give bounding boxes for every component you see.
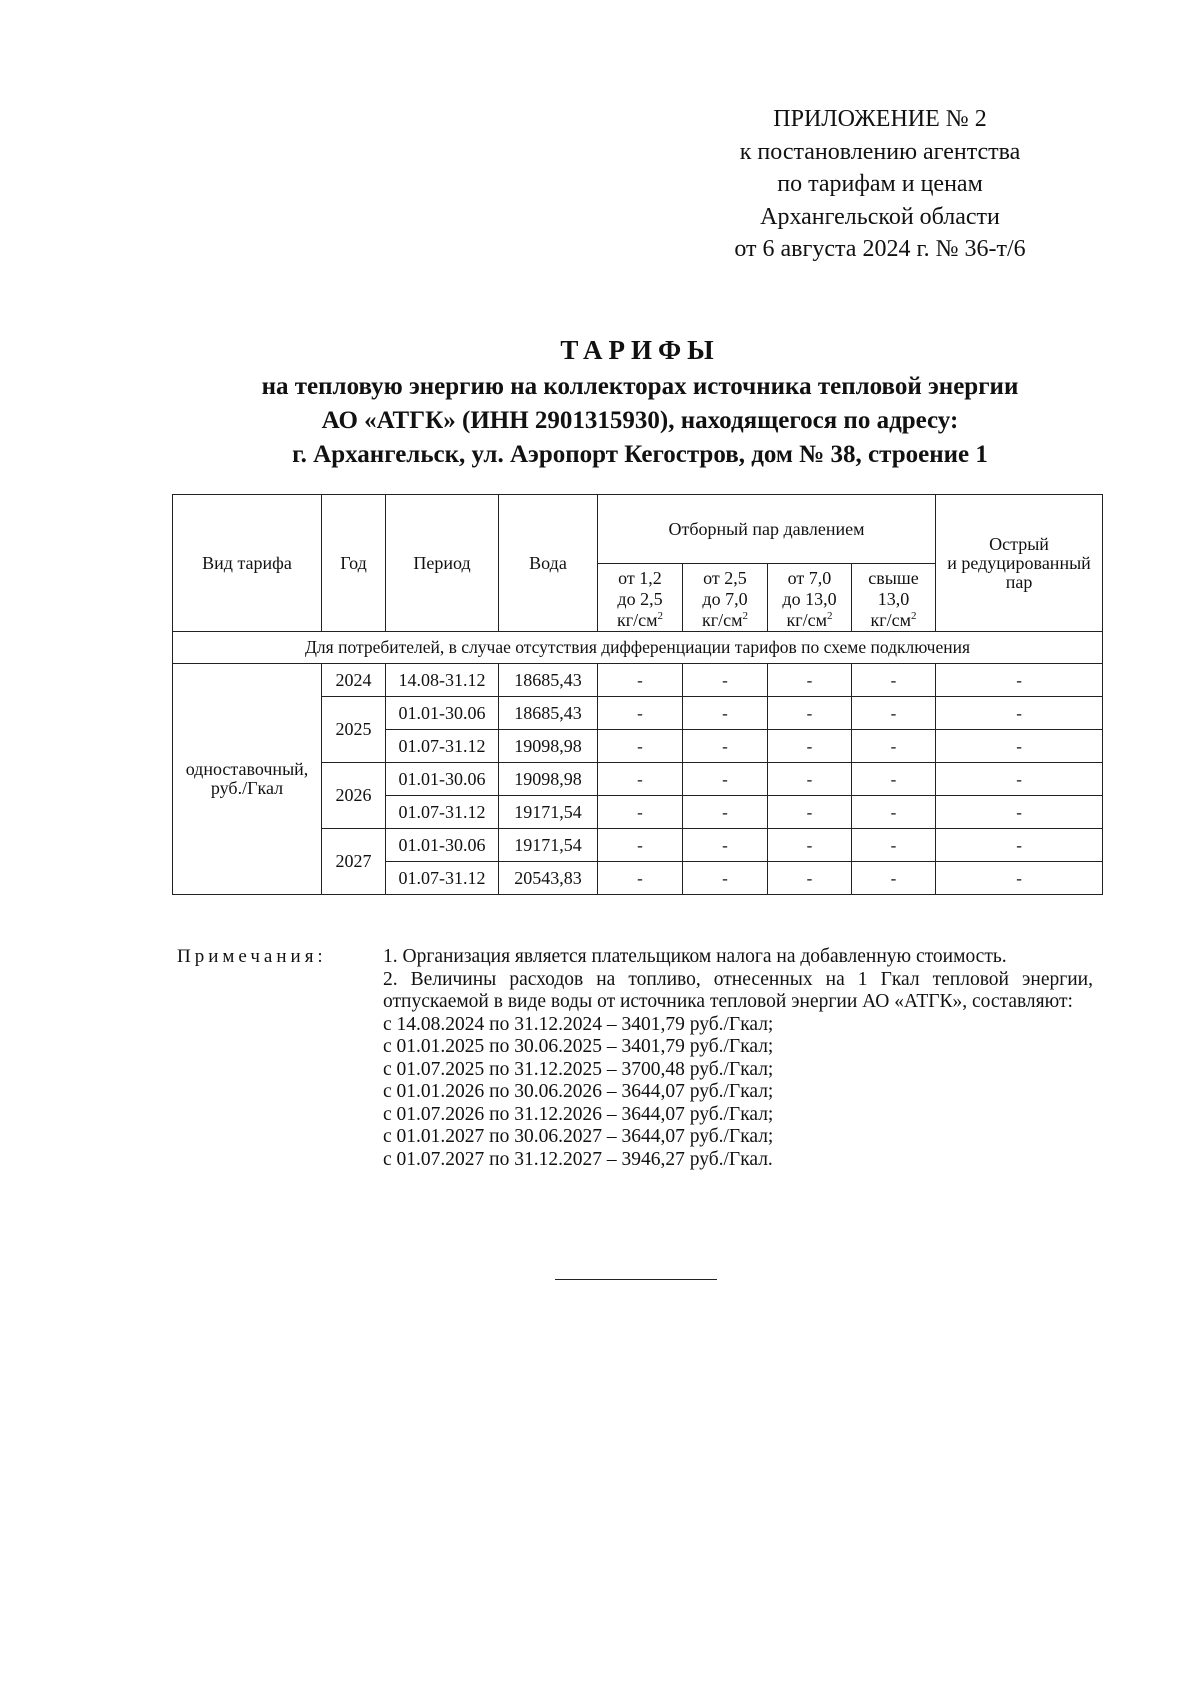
steam-cell: - (768, 763, 852, 796)
steam-cell: - (852, 796, 936, 829)
steam-cell: - (768, 664, 852, 697)
header-steam-group: Отборный пар давлением (598, 495, 936, 564)
header-kind: Вид тарифа (173, 495, 322, 632)
title-main: ТАРИФЫ (560, 335, 720, 365)
header-steam-col: от 2,5 до 7,0 $кг/см^2$ (683, 564, 768, 632)
header-sharp-steam (936, 495, 1103, 632)
fuel-cost-line: с 14.08.2024 по 31.12.2024 – 3401,79 руб./Гкал; (383, 1013, 774, 1035)
sharp-steam-cell: - (936, 862, 1103, 895)
table-note: Для потребителей, в случае отсутствия дифференциации тарифов по схеме подключения (173, 632, 1103, 664)
steam-cell: - (768, 829, 852, 862)
header-sharp-line: пар (1005, 571, 1033, 592)
closing-rule (555, 1279, 717, 1280)
steam-cell: - (598, 763, 683, 796)
table-note-row (173, 632, 1103, 664)
steam-cell: - (852, 829, 936, 862)
year-cell: 2026 (322, 763, 386, 829)
fuel-cost-line: с 01.01.2026 по 30.06.2026 – 3644,07 руб./Гкал; (383, 1081, 774, 1102)
steam-cell: - (852, 730, 936, 763)
sharp-steam-cell: - (936, 829, 1103, 862)
tariff-table (172, 494, 1103, 895)
steam-cell: - (683, 697, 768, 730)
table-header-row (173, 495, 1103, 564)
fuel-cost-line: с 01.07.2026 по 31.12.2026 – 3644,07 руб./Гкал; (383, 1103, 774, 1125)
header-year: Год (322, 495, 386, 632)
year-cell: 2027 (322, 829, 386, 895)
fuel-cost-line: с 01.07.2025 по 31.12.2025 – 3700,48 руб./Гкал; (383, 1058, 774, 1080)
appendix-header (680, 103, 1080, 266)
title-line: г. Архангельск, ул. Аэропорт Кегостров, дом № 38, строение 1 (292, 441, 988, 468)
steam-cell: - (768, 862, 852, 895)
steam-cell: - (598, 730, 683, 763)
tariff-kind-unit: руб./Гкал (210, 778, 284, 798)
water-cell: 19171,54 (499, 796, 598, 829)
period-cell: 01.07-31.12 (386, 862, 499, 895)
appendix-line: ПРИЛОЖЕНИЕ № 2 (773, 106, 987, 132)
steam-cell: - (852, 763, 936, 796)
header-steam-col: от 1,2 до 2,5 $кг/см^2$ (598, 564, 683, 632)
steam-cell: - (598, 796, 683, 829)
water-cell: 18685,43 (499, 664, 598, 697)
year-cell: 2025 (322, 697, 386, 763)
period-cell: 01.01-30.06 (386, 697, 499, 730)
header-steam-col: от 7,0 до 13,0 $кг/см^2$ (768, 564, 852, 632)
note-item: 1. Организация является плательщиком налога на добавленную стоимость. (383, 946, 1007, 967)
steam-cell: - (852, 862, 936, 895)
water-cell: 19098,98 (499, 763, 598, 796)
steam-cell: - (768, 697, 852, 730)
header-period: Период (386, 495, 499, 632)
water-cell: 19098,98 (499, 730, 598, 763)
steam-cell: - (598, 664, 683, 697)
steam-cell: - (683, 829, 768, 862)
appendix-line: к постановлению агентства (739, 138, 1021, 165)
water-cell: 20543,83 (499, 862, 598, 895)
period-cell: 14.08-31.12 (386, 664, 499, 697)
sharp-steam-cell: - (936, 796, 1103, 829)
period-cell: 01.01-30.06 (386, 763, 499, 796)
water-cell: 19171,54 (499, 829, 598, 862)
steam-cell: - (683, 763, 768, 796)
steam-cell: - (768, 796, 852, 829)
document-title (160, 330, 1120, 472)
steam-cell: - (598, 862, 683, 895)
header-sharp-line: Острый (989, 533, 1049, 554)
year-cell: 2024 (322, 664, 386, 697)
title-line: АО «АТГК» (ИНН 2901315930), находящегося по адресу: (321, 407, 959, 434)
sharp-steam-cell: - (936, 664, 1103, 697)
period-cell: 01.07-31.12 (386, 796, 499, 829)
steam-cell: - (683, 730, 768, 763)
header-steam-col: свыше 13,0 $кг/см^2$ (852, 564, 936, 632)
fuel-cost-line: с 01.01.2025 по 30.06.2025 – 3401,79 руб./Гкал; (383, 1036, 774, 1057)
sharp-steam-cell: - (936, 763, 1103, 796)
water-cell: 18685,43 (499, 697, 598, 730)
title-line: на тепловую энергию на коллекторах источника тепловой энергии (261, 373, 1019, 400)
steam-cell: - (852, 664, 936, 697)
fuel-cost-line: с 01.01.2027 по 30.06.2027 – 3644,07 руб./Гкал; (383, 1126, 774, 1147)
header-water: Вода (499, 495, 598, 632)
steam-cell: - (598, 829, 683, 862)
steam-cell: - (598, 697, 683, 730)
fuel-cost-line: с 01.07.2027 по 31.12.2027 – 3946,27 руб./Гкал. (383, 1148, 773, 1170)
period-cell: 01.01-30.06 (386, 829, 499, 862)
appendix-line: Архангельской области (760, 203, 1000, 230)
steam-cell: - (683, 664, 768, 697)
steam-cell: - (852, 697, 936, 730)
appendix-line: от 6 августа 2024 г. № 36-т/6 (734, 236, 1026, 262)
tariff-kind-cell (173, 664, 322, 895)
note-item: 2. Величины расходов на топливо, отнесенных на 1 Гкал тепловой энергии, отпускаемой в виде воды от источника тепловой энергии АО «АТГК», составляют: (383, 968, 1093, 1012)
table-row (173, 664, 1103, 697)
steam-cell: - (683, 862, 768, 895)
tariff-kind-label: одноставочный, (185, 759, 309, 779)
header-sharp-line: и редуцированный (947, 552, 1091, 573)
sharp-steam-cell: - (936, 730, 1103, 763)
sharp-steam-cell: - (936, 697, 1103, 730)
notes-label: Примечания: (177, 946, 327, 967)
steam-cell: - (768, 730, 852, 763)
notes-list (383, 946, 1093, 1171)
period-cell: 01.07-31.12 (386, 730, 499, 763)
appendix-line: по тарифам и ценам (777, 171, 983, 197)
steam-cell: - (683, 796, 768, 829)
